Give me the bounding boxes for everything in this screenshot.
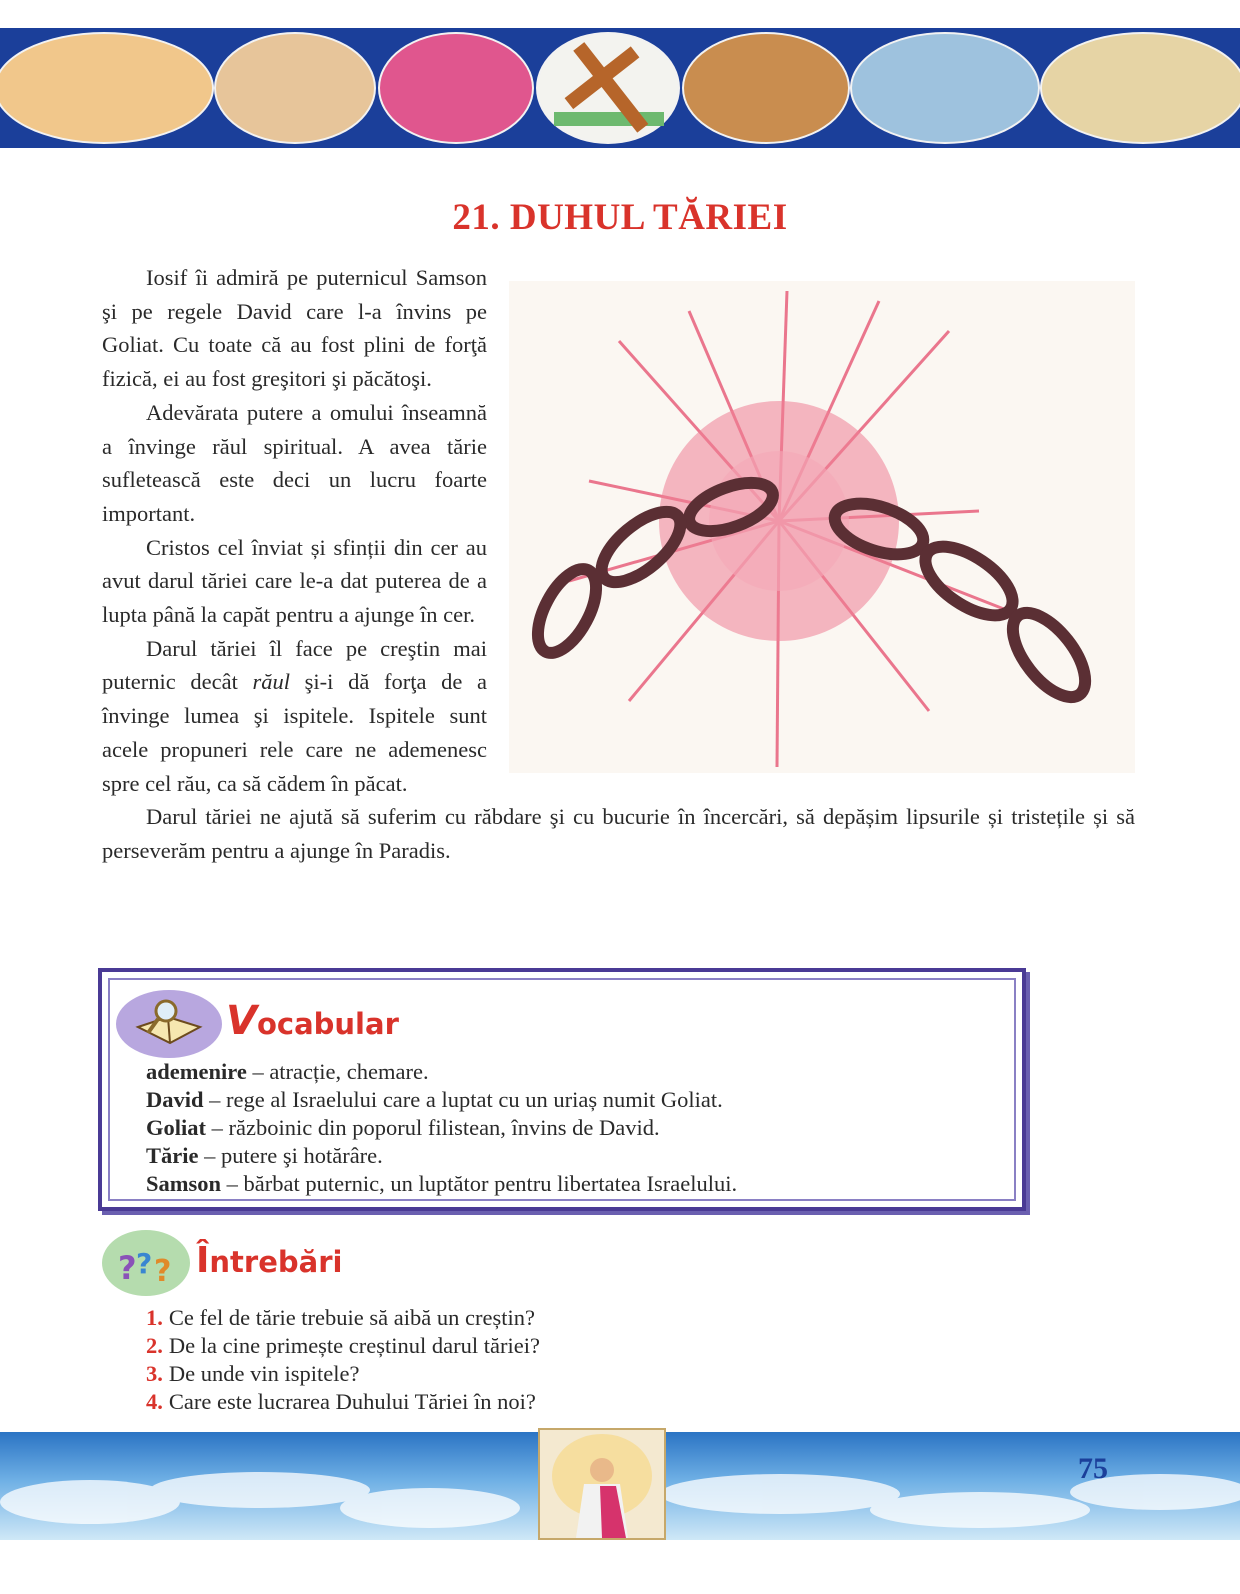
vocabulary-term: Goliat — [146, 1115, 206, 1140]
banner-scene-5 — [682, 32, 850, 144]
questions-title — [196, 1240, 342, 1281]
vocabulary-item — [146, 1170, 737, 1198]
question-text: De la cine primește creștinul darul tăriei? — [168, 1333, 540, 1358]
svg-text:?: ? — [154, 1254, 172, 1285]
vocabulary-sep: – — [203, 1087, 227, 1112]
question-item — [146, 1388, 540, 1416]
svg-text:?: ? — [118, 1249, 137, 1285]
questions-title-initial: Î — [196, 1240, 210, 1281]
question-number: 1. — [146, 1305, 163, 1330]
vocabulary-term: David — [146, 1087, 204, 1112]
banner-scene-2 — [214, 32, 376, 144]
question-item — [146, 1332, 540, 1360]
question-marks-icon — [102, 1230, 190, 1296]
vocabulary-sep: – — [198, 1143, 221, 1168]
broken-chain-illustration — [509, 281, 1135, 773]
vocabulary-definition: bărbat puternic, un luptător pentru libertatea Israelului. — [243, 1171, 738, 1196]
open-book-magnifier-icon — [116, 990, 222, 1058]
paragraph-4-end: şi-i dă forţa de a învinge lumea şi ispitele. Ispitele sunt acele propuneri rele care ne ademenesc spre cel rău, ca să cădem în păcat. — [102, 669, 487, 796]
vocabulary-item — [146, 1142, 737, 1170]
cross-icon — [538, 34, 678, 142]
paragraph-5: Darul tăriei ne ajută să suferim cu răbdare şi cu bucurie în încercări, să depășim lipsurile și tristețile și să perseverăm pentru a ajunge în Paradis. — [102, 804, 1135, 863]
page-number: 75 — [1078, 1452, 1108, 1485]
lesson-title: 21. DUHUL TĂRIEI — [452, 197, 788, 238]
vocabulary-title — [226, 998, 399, 1044]
questions-title-rest: ntrebări — [209, 1245, 343, 1279]
question-text: De unde vin ispitele? — [168, 1361, 360, 1386]
lesson-body — [102, 261, 1135, 868]
questions-list — [146, 1304, 540, 1416]
broken-chain-icon — [509, 281, 1135, 773]
svg-text:?: ? — [136, 1247, 153, 1280]
question-text: Ce fel de tărie trebuie să aibă un creștin? — [168, 1305, 535, 1330]
banner-scene-cross — [536, 32, 680, 144]
question-number: 3. — [146, 1361, 163, 1386]
vocabulary-list — [146, 1058, 737, 1198]
vocabulary-term: ademenire — [146, 1059, 247, 1084]
paragraph-1: Iosif îi admiră pe puternicul Samson şi pe regele David care l-a învins pe Goliat. Cu toate că au fost plini de forţă fizică, ei au fost greşitori şi păcătoşi. — [102, 265, 487, 392]
jesus-figure-icon — [538, 1428, 666, 1540]
vocabulary-sep: – — [246, 1059, 270, 1084]
vocabulary-definition: rege al Israelului care a luptat cu un uriaș numit Goliat. — [226, 1087, 723, 1112]
banner-scene-6 — [850, 32, 1040, 144]
question-text: Care este lucrarea Duhului Tăriei în noi? — [168, 1389, 536, 1414]
emphasis-raul: răul — [252, 669, 291, 695]
header-illustration-banner — [0, 28, 1240, 148]
vocabulary-definition: atracție, chemare. — [269, 1059, 429, 1084]
banner-scene-1 — [0, 32, 214, 144]
paragraph-2: Adevărata putere a omului înseamnă a învinge răul spiritual. A avea tărie sufletească este deci un lucru foarte important. — [102, 399, 487, 526]
vocabulary-sep: – — [221, 1171, 244, 1196]
vocabulary-title-initial: V — [226, 998, 257, 1044]
vocabulary-title-rest: ocabular — [256, 1007, 399, 1041]
paragraph-3: Cristos cel înviat și sfinții din cer au avut darul tăriei care le-a dat puterea de a lupta până la capăt pentru a ajunge în cer. — [102, 534, 487, 628]
paragraph-4-start: Darul tăriei îl face pe creştin mai puternic decât — [102, 635, 487, 695]
question-item — [146, 1304, 540, 1332]
vocabulary-term: Samson — [146, 1171, 222, 1196]
question-item — [146, 1360, 540, 1388]
vocabulary-definition: putere şi hotărâre. — [220, 1143, 383, 1168]
question-number: 2. — [146, 1333, 163, 1358]
vocabulary-item — [146, 1058, 737, 1086]
banner-scene-3 — [378, 32, 534, 144]
vocabulary-item — [146, 1086, 737, 1114]
banner-scene-7 — [1040, 32, 1240, 144]
question-number: 4. — [146, 1389, 163, 1414]
vocabulary-sep: – — [206, 1115, 229, 1140]
vocabulary-term: Tărie — [146, 1143, 199, 1168]
vocabulary-definition: războinic din poporul filistean, învins de David. — [228, 1115, 660, 1140]
vocabulary-item — [146, 1114, 737, 1142]
